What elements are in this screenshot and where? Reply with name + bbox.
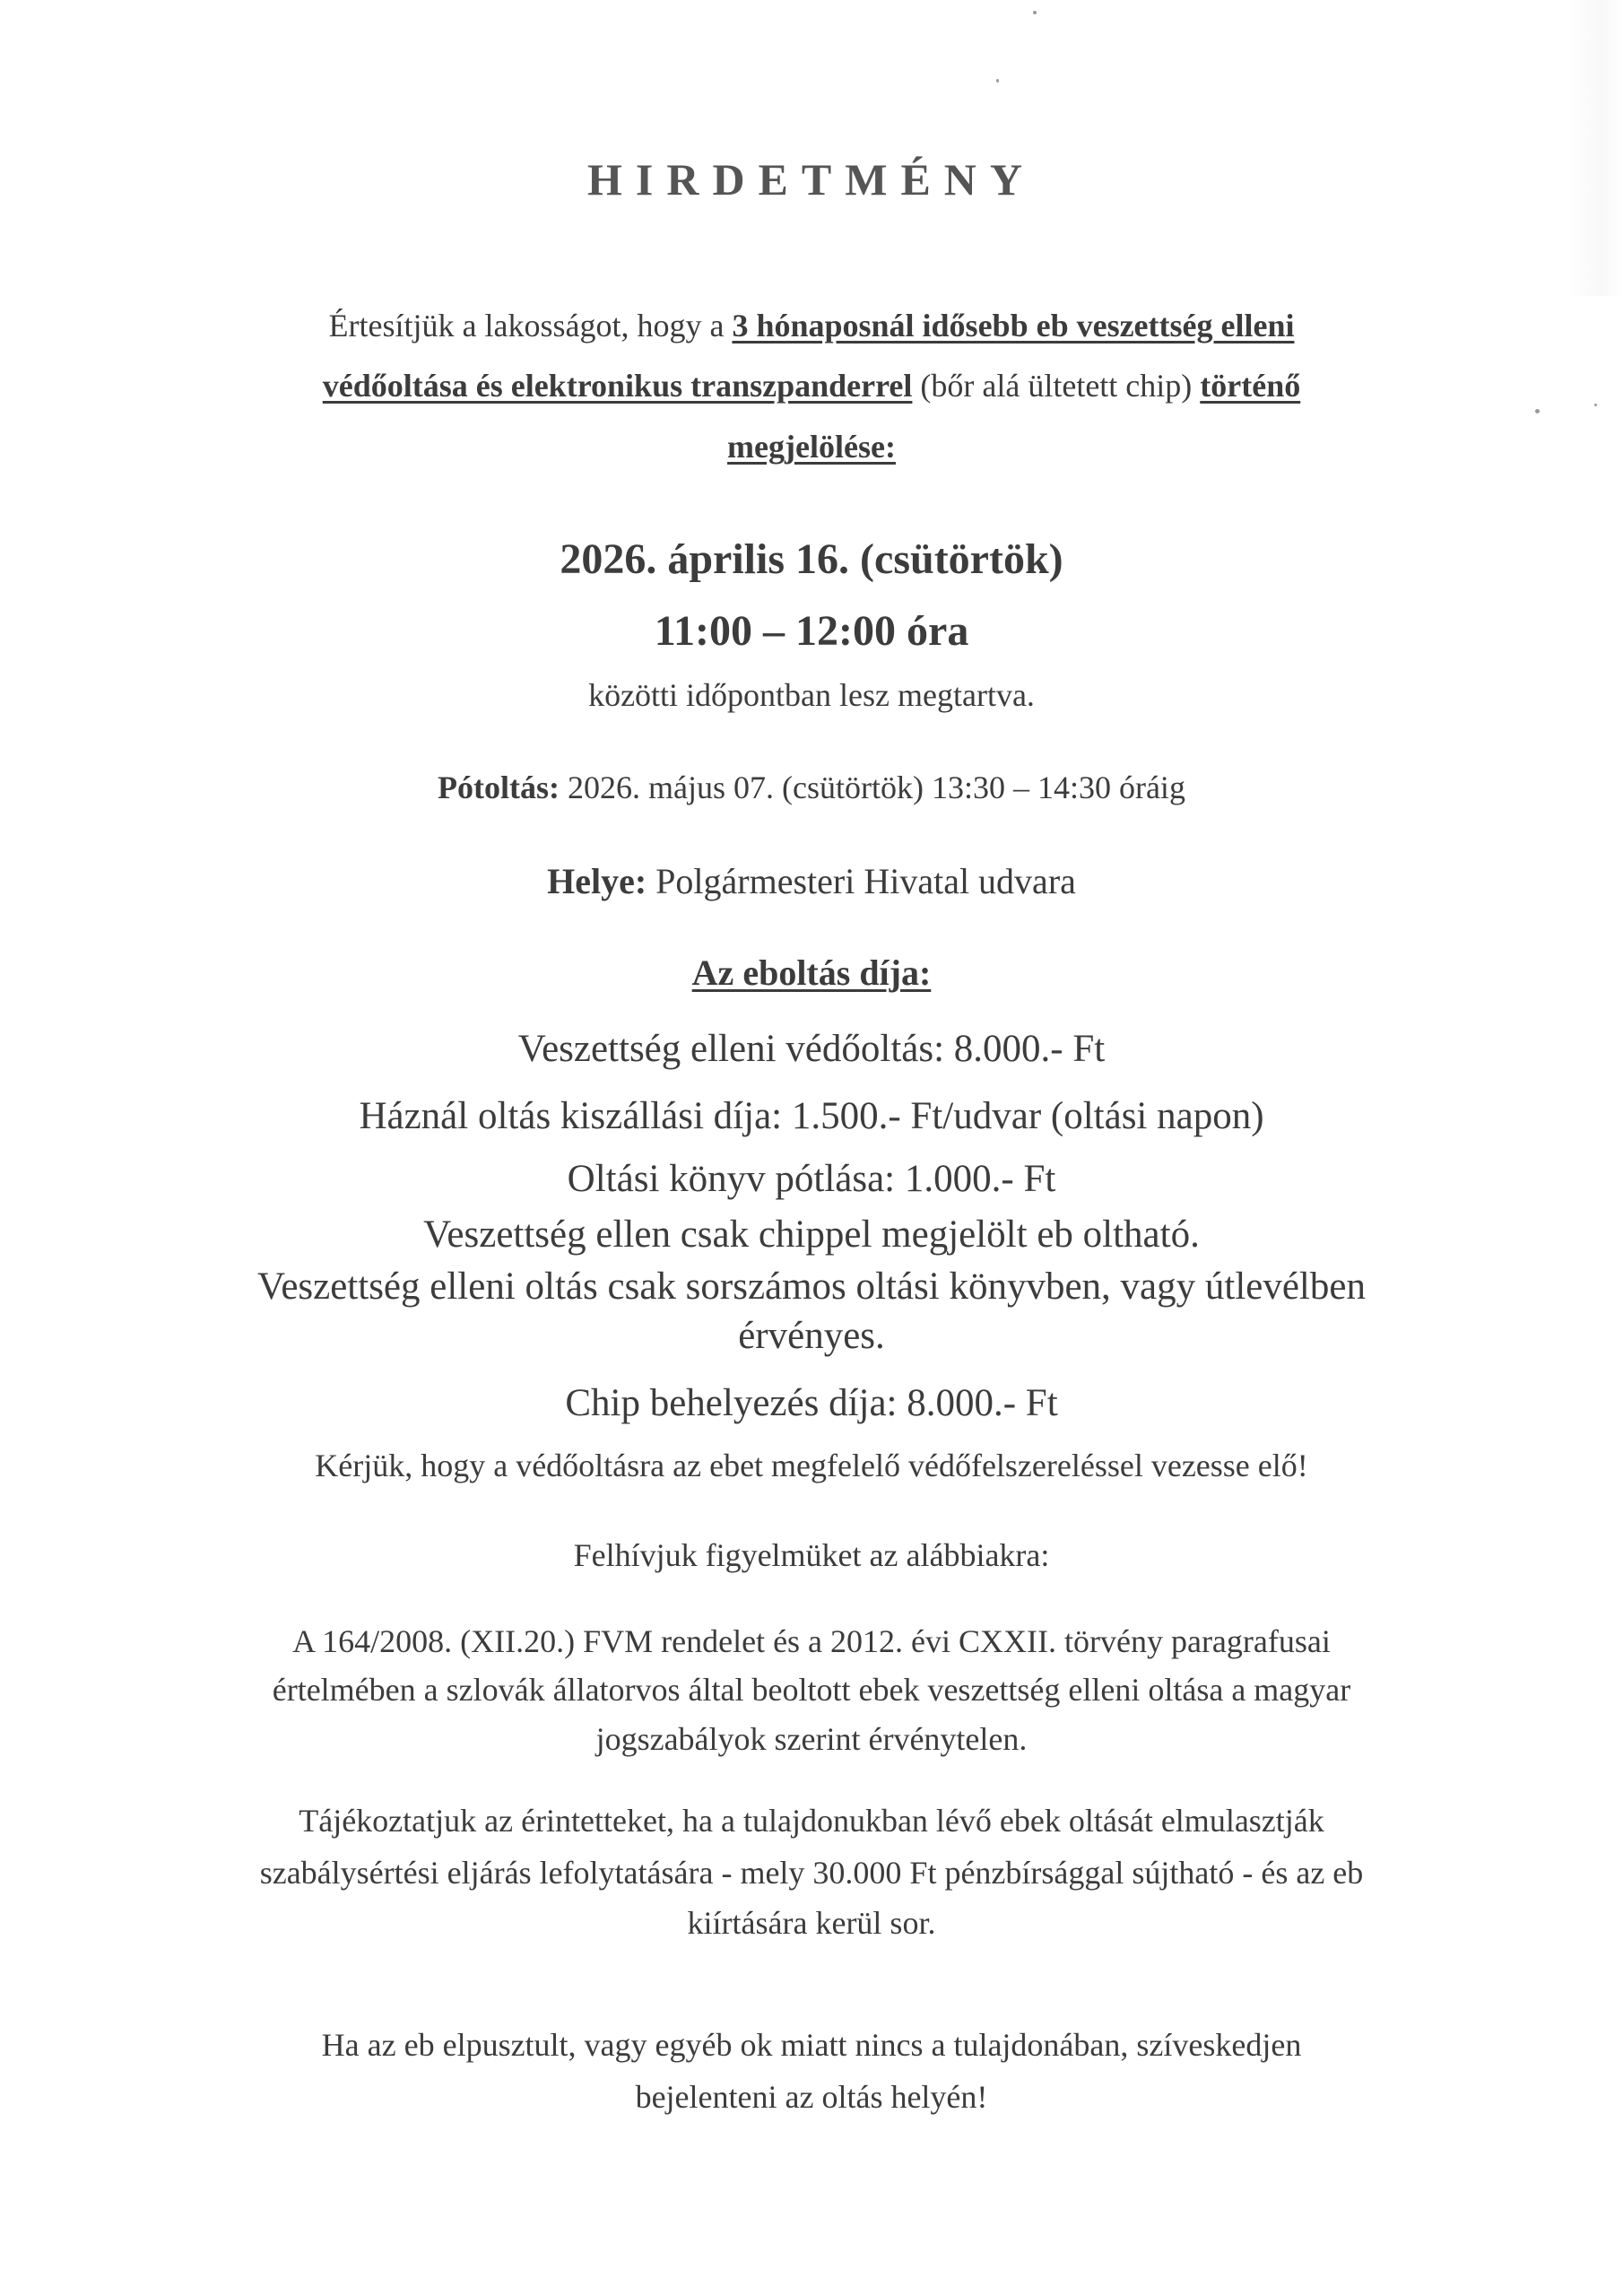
- location-label: Helye:: [547, 861, 647, 901]
- intro-line-3: [0, 430, 1623, 463]
- intro-emphasis: megjelölése:: [727, 429, 896, 465]
- request-text: Kérjük, hogy a védőoltásra az ebet megfelelő védőfelszereléssel vezesse elő!: [315, 1448, 1308, 1483]
- fee-item: Háznál oltás kiszállási díja: 1.500.- Ft/udvar (oltási napon): [359, 1095, 1264, 1137]
- fee-item: Veszettség elleni oltás csak sorszámos oltási könyvben, vagy útlevélben: [257, 1265, 1366, 1308]
- scan-speck: [1535, 409, 1540, 413]
- penalty-line: szabálysértési eljárás lefolytatására - mely 30.000 Ft pénzbírsággal sújtható - és az eb: [259, 1855, 1364, 1891]
- fee-item: Oltási könyv pótlása: 1.000.- Ft: [567, 1158, 1056, 1200]
- penalty-line: Tájékoztatjuk az érintetteket, ha a tulajdonukban lévő ebek oltását elmulasztják: [299, 1803, 1324, 1839]
- event-note: közötti időpontban lesz megtartva.: [588, 677, 1035, 713]
- intro-emphasis: védőoltása és elektronikus transzpanderrel: [322, 368, 913, 404]
- intro-text: Értesítjük a lakosságot, hogy a: [328, 308, 733, 344]
- attention-text: Felhívjuk figyelmüket az alábbiakra:: [573, 1537, 1050, 1573]
- location: [0, 861, 1623, 901]
- fee-item: Chip behelyezés díja: 8.000.- Ft: [565, 1382, 1058, 1424]
- location-value: Polgármesteri Hivatal udvara: [647, 861, 1076, 901]
- page-title: HIRDETMÉNY: [586, 154, 1037, 204]
- intro-line-2: [0, 370, 1623, 402]
- closing-line: Ha az eb elpusztult, vagy egyéb ok miatt nincs a tulajdonában, szíveskedjen: [321, 2027, 1302, 2063]
- fee-item: Veszettség ellen csak chippel megjelölt eb oltható.: [423, 1213, 1200, 1256]
- fees-heading: Az eboltás díja:: [691, 952, 932, 993]
- event-time: 11:00 – 12:00 óra: [654, 607, 969, 655]
- intro-emphasis: történő: [1200, 368, 1301, 404]
- makeup-value: 2026. május 07. (csütörtök) 13:30 – 14:30 óráig: [560, 770, 1185, 805]
- fee-item: érvényes.: [738, 1315, 885, 1357]
- legal-line: jogszabályok szerint érvénytelen.: [595, 1721, 1028, 1757]
- scan-speck: [1594, 404, 1597, 406]
- intro-text: (bőr alá ültetett chip): [912, 368, 1201, 404]
- event-date: 2026. április 16. (csütörtök): [560, 535, 1063, 583]
- closing-line: bejelenteni az oltás helyén!: [635, 2079, 988, 2115]
- scan-speck: [996, 79, 999, 83]
- legal-line: értelmében a szlovák állatorvos által beoltott ebek veszettség elleni oltása a magyar: [272, 1672, 1351, 1708]
- scan-speck: [1033, 11, 1037, 14]
- legal-line: A 164/2008. (XII.20.) FVM rendelet és a 2012. évi CXXII. törvény paragrafusai: [292, 1623, 1331, 1659]
- scan-edge-shadow: [1569, 0, 1623, 296]
- intro-line-1: [0, 309, 1623, 342]
- makeup-label: Pótoltás:: [438, 770, 560, 805]
- makeup-date: [0, 771, 1623, 804]
- intro-emphasis: 3 hónaposnál idősebb eb veszettség elleni: [732, 308, 1295, 344]
- penalty-line: kiírtására kerül sor.: [687, 1905, 936, 1941]
- fee-item: Veszettség elleni védőoltás: 8.000.- Ft: [517, 1028, 1106, 1070]
